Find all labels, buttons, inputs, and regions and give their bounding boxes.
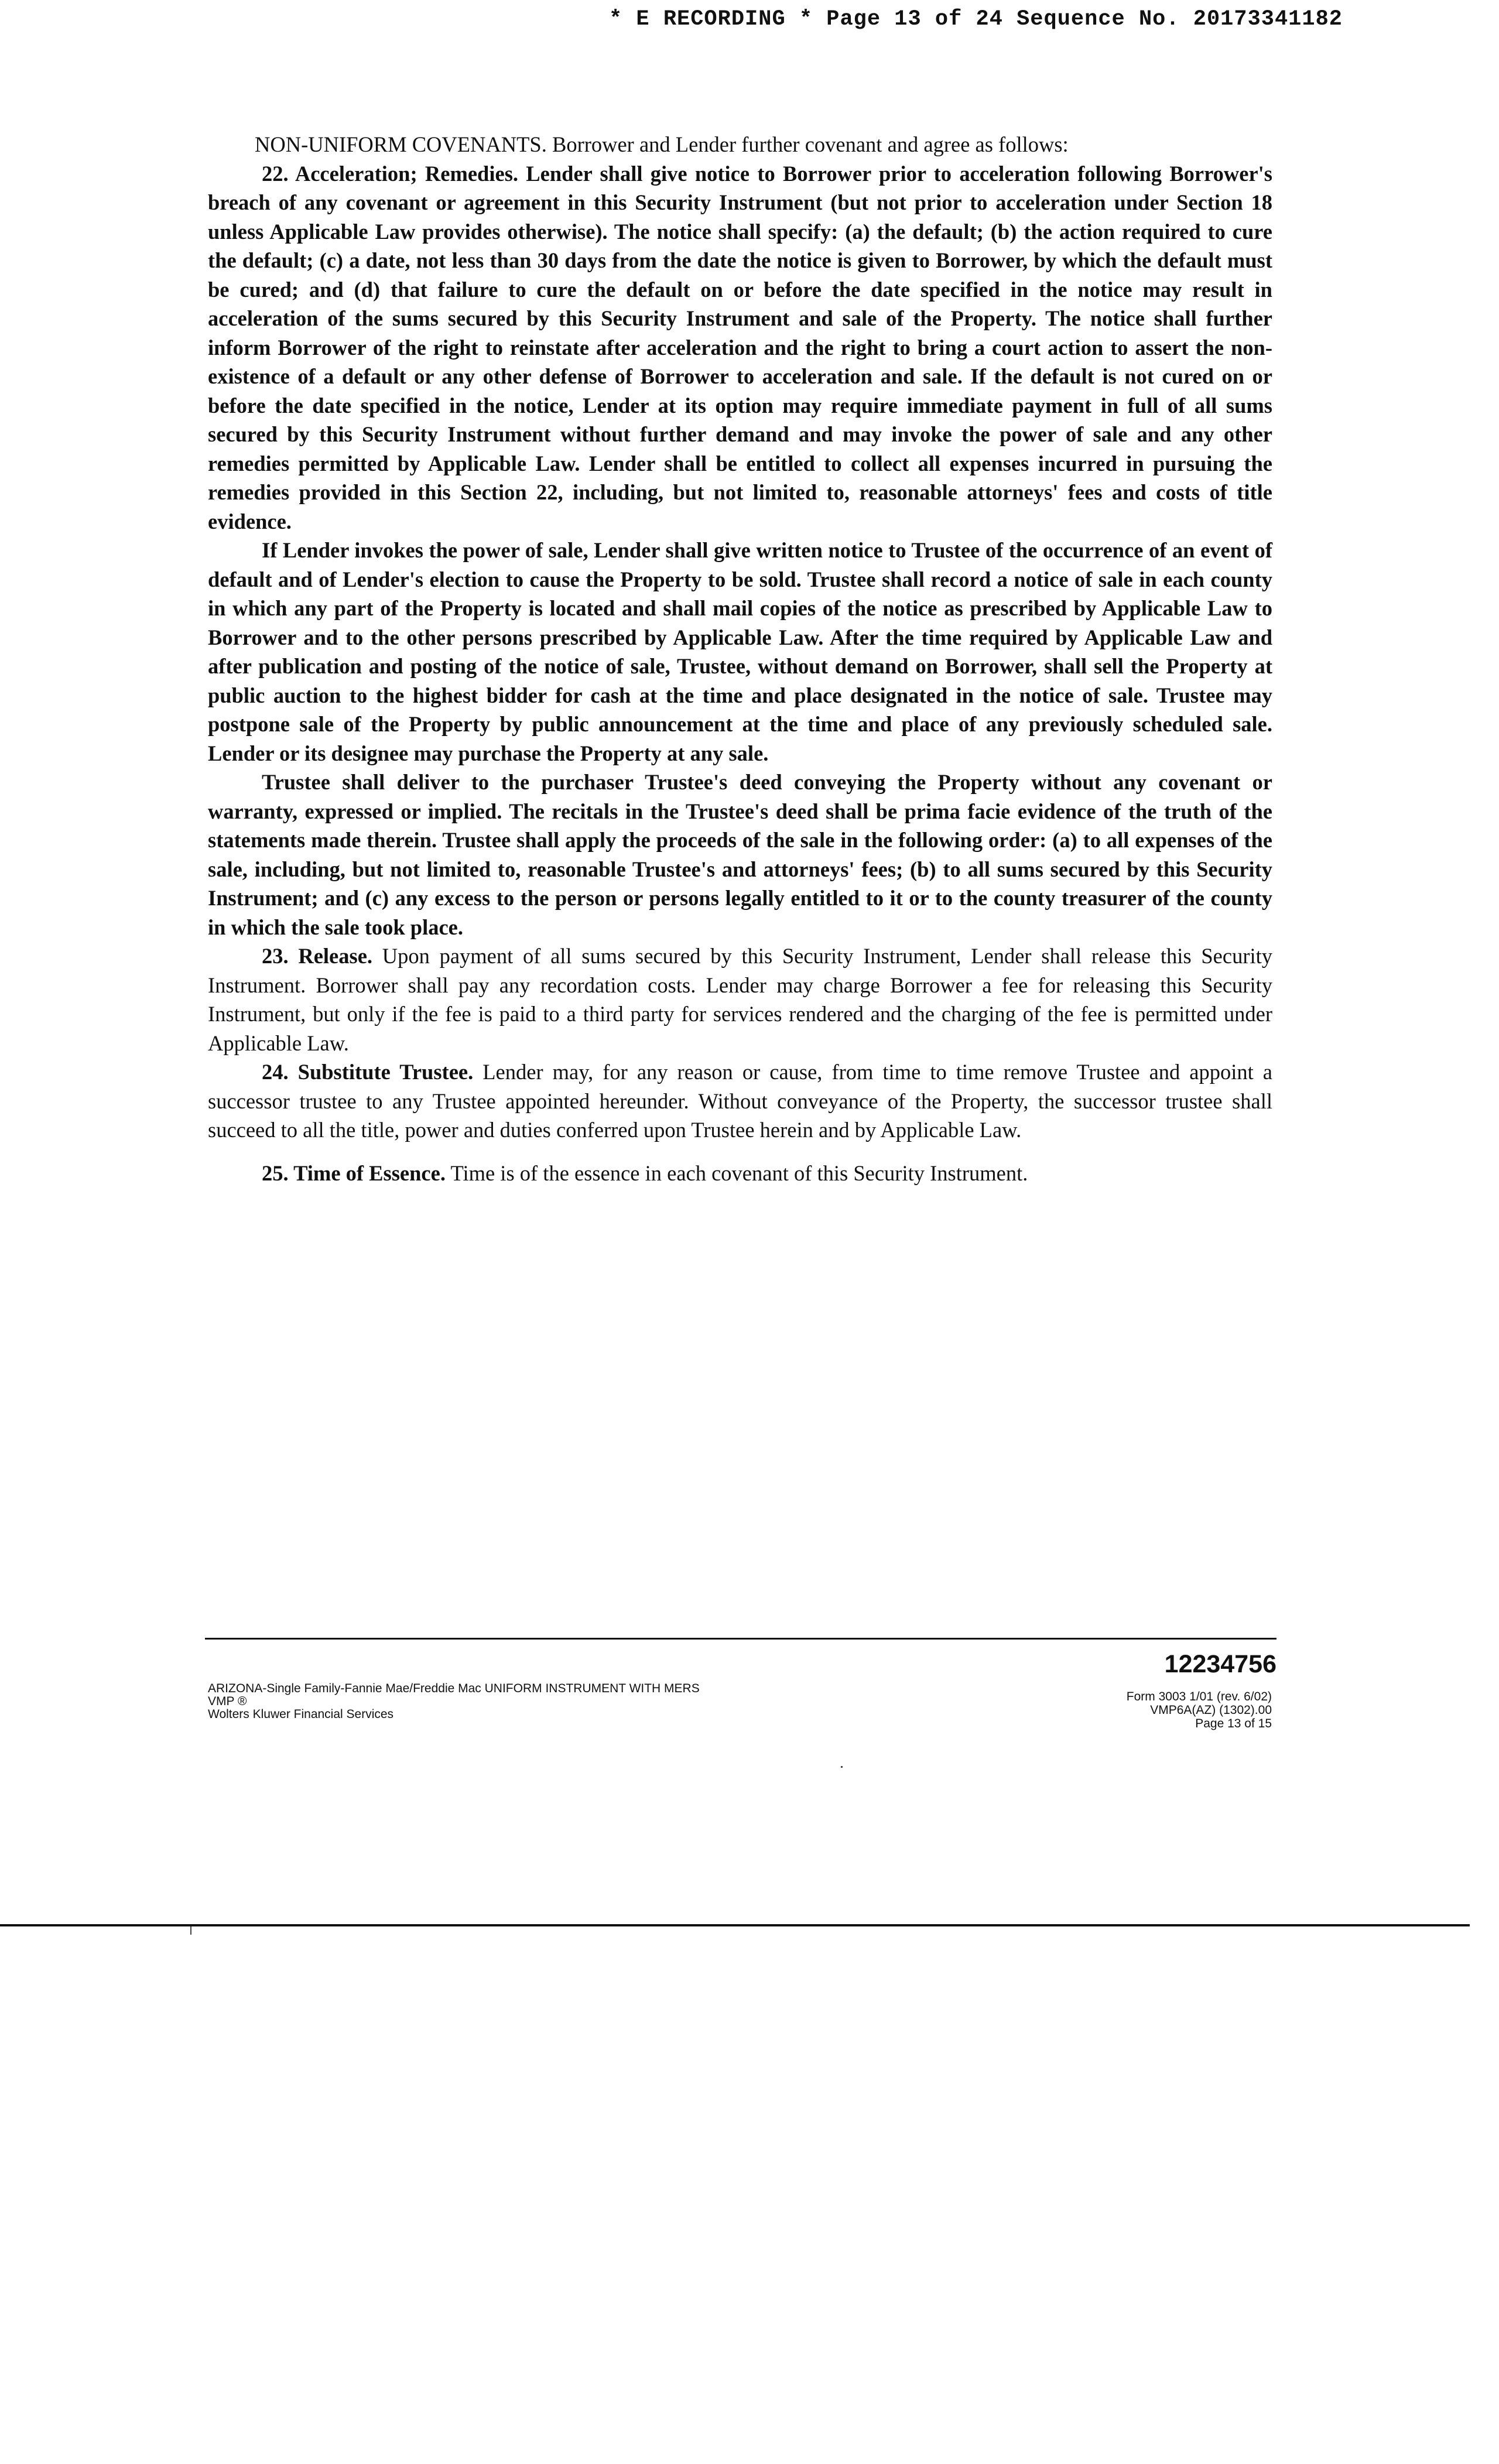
form-title: ARIZONA-Single Family-Fannie Mae/Freddie Mac UNIFORM INSTRUMENT WITH MERS (208, 1682, 700, 1695)
publisher-name: Wolters Kluwer Financial Services (208, 1707, 394, 1721)
recording-header: * E RECORDING * Page 13 of 24 Sequence No. 20173341182 (609, 7, 1343, 32)
page-label: Page 13 of 15 (1195, 1717, 1272, 1730)
section-23-text: Upon payment of all sums secured by this Security Instrument, Lender shall release this Security Instrument. Borrower shall pay any recordation costs. Lender may charge Borrower a fee for releasing this Security Instrument, but only if the fee is paid to a third party for services rendered and the charging of the fee is permitted under Applicable Law. (208, 944, 1273, 1055)
section-23-heading: 23. Release. (262, 944, 373, 968)
scan-speck (190, 1926, 191, 1935)
loan-number: 12234756 (1164, 1650, 1276, 1678)
scan-speck (841, 1766, 843, 1768)
vmp-code: VMP6A(AZ) (1302).00 (1150, 1703, 1272, 1717)
section-25-heading: 25. Time of Essence. (262, 1161, 446, 1185)
footer-divider (205, 1638, 1276, 1640)
section-25-text: Time is of the essence in each covenant of this Security Instrument. (450, 1161, 1028, 1185)
footer-left-block (208, 1682, 911, 1721)
section-22-heading: 22. Acceleration; Remedies. (262, 161, 519, 186)
footer-right-block (995, 1690, 1272, 1730)
section-25-paragraph (208, 1159, 1272, 1188)
section-22-paragraph-3: Trustee shall deliver to the purchaser Trustee's deed conveying the Property without any covenant or warranty, expressed or implied. The recitals in the Trustee's deed shall be prima facie evidence of the truth of the statements made therein. Trustee shall apply the proceeds of the sale in the following order: (a) to all expenses of the sale, including, but not limited to, reasonable Trustee's and attorneys' fees; (b) to all sums secured by this Security Instrument; and (c) any excess to the person or persons legally entitled to it or to the county treasurer of the county in which the sale took place. (208, 770, 1272, 939)
vmp-mark: VMP ® (208, 1695, 247, 1708)
non-uniform-covenants-intro: NON-UNIFORM COVENANTS. Borrower and Lender further covenant and agree as follows: (255, 132, 1069, 156)
section-22-paragraph-2: If Lender invokes the power of sale, Lender shall give written notice to Trustee of the occurrence of an event of default and of Lender's election to cause the Property to be sold. Trustee shall record a notice of sale in each county in which any part of the Property is located and shall mail copies of the notice as prescribed by Applicable Law to Borrower and to the other persons prescribed by Applicable Law. After the time required by Applicable Law and after publication and posting of the notice of sale, Trustee, without demand on Borrower, shall sell the Property at public auction to the highest bidder for cash at the time and place designated in the notice of sale. Trustee may postpone sale of the Property by public announcement at the time and place of any previously scheduled sale. Lender or its designee may purchase the Property at any sale. (208, 538, 1272, 765)
section-23-paragraph (208, 942, 1272, 1058)
section-24-paragraph (208, 1058, 1272, 1145)
document-body (208, 130, 1272, 1187)
form-code: Form 3003 1/01 (rev. 6/02) (1126, 1690, 1272, 1703)
section-24-heading: 24. Substitute Trustee. (262, 1060, 474, 1084)
section-22-text-1: Lender shall give notice to Borrower prior to acceleration following Borrower's breach of any covenant or agreement in this Security Instrument (but not prior to acceleration under Section 18 unless Applicable Law provides otherwise). The notice shall specify: (a) the default; (b) the action required to cure the default; (c) a date, not less than 30 days from the date the notice is given to Borrower, by which the default must be cured; and (d) that failure to cure the default on or before the date specified in the notice may result in acceleration of the sums secured by this Security Instrument and sale of the Property. The notice shall further inform Borrower of the right to reinstate after acceleration and the right to bring a court action to assert the non-existence of a default or any other defense of Borrower to acceleration and sale. If the default is not cured on or before the date specified in the notice, Lender at its option may require immediate payment in full of all sums secured by this Security Instrument without further demand and may invoke the power of sale and any other remedies permitted by Applicable Law. Lender shall be entitled to collect all expenses incurred in pursuing the remedies provided in this Section 22, including, but not limited to, reasonable attorneys' fees and costs of title evidence. (208, 161, 1273, 533)
section-24-text: Lender may, for any reason or cause, from time to time remove Trustee and appoint a successor trustee to any Trustee appointed hereunder. Without conveyance of the Property, the successor trustee shall succeed to all the title, power and duties conferred upon Trustee herein and by Applicable Law. (208, 1060, 1272, 1142)
section-22-paragraph-1 (208, 159, 1272, 536)
page-bottom-rule (0, 1924, 1470, 1926)
